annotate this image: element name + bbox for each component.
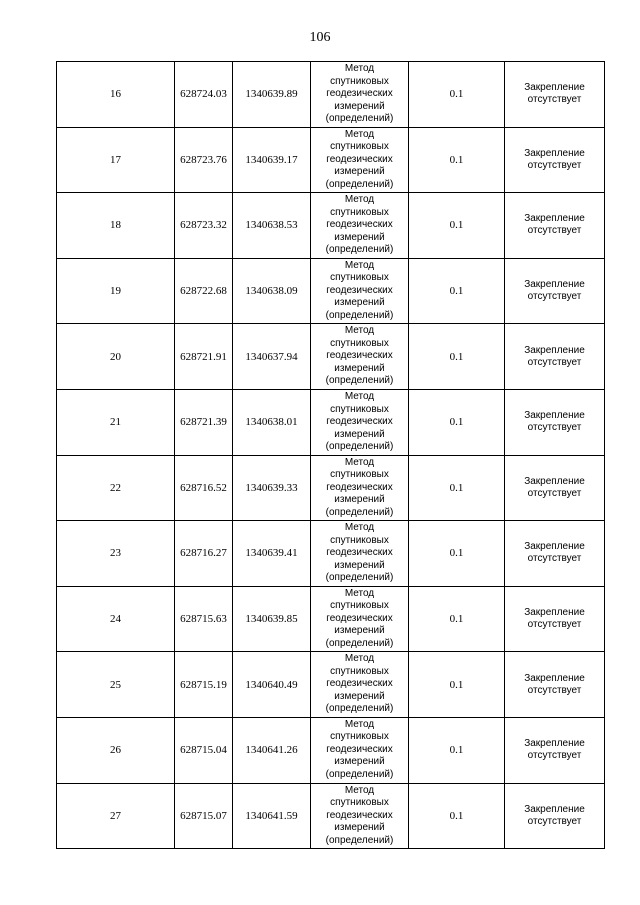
y-coordinate-cell: 1340638.09: [233, 258, 311, 324]
method-text-line: измерений: [334, 756, 385, 768]
point-number-cell: 24: [57, 586, 175, 652]
note-text-line: отсутствует: [527, 815, 582, 827]
method-cell: [311, 62, 409, 128]
note-text-line: Закрепление: [524, 279, 585, 291]
method-text-line: (определений): [325, 309, 394, 321]
method-text-line: спутниковых: [330, 665, 389, 677]
y-coordinate-cell: 1340639.85: [233, 586, 311, 652]
method-text-line: (определений): [325, 506, 394, 518]
marking-note-cell: [505, 586, 605, 652]
point-number-cell: 25: [57, 652, 175, 718]
method-text-line: Метод: [344, 718, 375, 730]
method-text-line: (определений): [325, 768, 394, 780]
y-coordinate-cell: 1340638.53: [233, 193, 311, 259]
method-text-line: (определений): [325, 703, 394, 715]
method-text-line: геодезических: [326, 88, 393, 100]
accuracy-cell: 0.1: [409, 258, 505, 324]
accuracy-cell: 0.1: [409, 717, 505, 783]
note-text-line: отсутствует: [527, 291, 582, 303]
method-text-line: спутниковых: [330, 403, 389, 415]
accuracy-cell: 0.1: [409, 324, 505, 390]
note-text-line: Закрепление: [524, 344, 585, 356]
x-coordinate-cell: 628715.07: [175, 783, 233, 849]
method-text-line: геодезических: [326, 416, 393, 428]
accuracy-cell: 0.1: [409, 127, 505, 193]
note-text-line: Закрепление: [524, 82, 585, 94]
x-coordinate-cell: 628721.91: [175, 324, 233, 390]
point-number-cell: 17: [57, 127, 175, 193]
method-text-line: спутниковых: [330, 75, 389, 87]
accuracy-cell: 0.1: [409, 389, 505, 455]
note-text-line: Закрепление: [524, 410, 585, 422]
table-row: [57, 127, 605, 193]
method-text-line: геодезических: [326, 153, 393, 165]
point-number-cell: 21: [57, 389, 175, 455]
table-row: [57, 783, 605, 849]
method-text-line: (определений): [325, 375, 394, 387]
method-text-line: Метод: [344, 128, 375, 140]
accuracy-cell: 0.1: [409, 521, 505, 587]
page-number: 106: [309, 30, 331, 45]
method-cell: [311, 258, 409, 324]
method-text-line: (определений): [325, 178, 394, 190]
x-coordinate-cell: 628716.27: [175, 521, 233, 587]
method-text-line: Метод: [344, 259, 375, 271]
y-coordinate-cell: 1340639.33: [233, 455, 311, 521]
accuracy-cell: 0.1: [409, 455, 505, 521]
note-text-line: Закрепление: [524, 672, 585, 684]
x-coordinate-cell: 628723.32: [175, 193, 233, 259]
note-text-line: Закрепление: [524, 803, 585, 815]
point-number-cell: 27: [57, 783, 175, 849]
note-text-line: отсутствует: [527, 619, 582, 631]
point-number-cell: 19: [57, 258, 175, 324]
marking-note-cell: [505, 652, 605, 718]
method-text-line: геодезических: [326, 809, 393, 821]
method-text-line: геодезических: [326, 219, 393, 231]
method-text-line: геодезических: [326, 350, 393, 362]
note-text-line: Закрепление: [524, 147, 585, 159]
point-number-cell: 20: [57, 324, 175, 390]
method-text-line: измерений: [334, 100, 385, 112]
method-text-line: геодезических: [326, 743, 393, 755]
method-cell: [311, 127, 409, 193]
method-text-line: (определений): [325, 244, 394, 256]
note-text-line: отсутствует: [527, 750, 582, 762]
method-text-line: Метод: [344, 325, 375, 337]
method-cell: [311, 586, 409, 652]
point-number-cell: 23: [57, 521, 175, 587]
table-row: [57, 652, 605, 718]
method-text-line: измерений: [334, 690, 385, 702]
note-text-line: Закрепление: [524, 738, 585, 750]
method-text-line: Метод: [344, 456, 375, 468]
x-coordinate-cell: 628716.52: [175, 455, 233, 521]
accuracy-cell: 0.1: [409, 783, 505, 849]
note-text-line: отсутствует: [527, 356, 582, 368]
method-text-line: геодезических: [326, 612, 393, 624]
method-text-line: спутниковых: [330, 469, 389, 481]
note-text-line: отсутствует: [527, 684, 582, 696]
x-coordinate-cell: 628724.03: [175, 62, 233, 128]
x-coordinate-cell: 628715.04: [175, 717, 233, 783]
method-text-line: Метод: [344, 784, 375, 796]
y-coordinate-cell: 1340641.59: [233, 783, 311, 849]
method-cell: [311, 717, 409, 783]
table-row: [57, 193, 605, 259]
note-text-line: Закрепление: [524, 213, 585, 225]
marking-note-cell: [505, 127, 605, 193]
accuracy-cell: 0.1: [409, 62, 505, 128]
coordinates-table-body: [57, 62, 605, 849]
accuracy-cell: 0.1: [409, 193, 505, 259]
method-text-line: измерений: [334, 297, 385, 309]
method-text-line: Метод: [344, 391, 375, 403]
method-text-line: (определений): [325, 572, 394, 584]
method-text-line: Метод: [344, 587, 375, 599]
note-text-line: Закрепление: [524, 607, 585, 619]
method-text-line: (определений): [325, 441, 394, 453]
method-text-line: измерений: [334, 166, 385, 178]
method-text-line: измерений: [334, 231, 385, 243]
method-text-line: измерений: [334, 494, 385, 506]
note-text-line: отсутствует: [527, 159, 582, 171]
y-coordinate-cell: 1340641.26: [233, 717, 311, 783]
method-cell: [311, 652, 409, 718]
method-text-line: измерений: [334, 559, 385, 571]
note-text-line: отсутствует: [527, 553, 582, 565]
method-text-line: спутниковых: [330, 600, 389, 612]
x-coordinate-cell: 628715.63: [175, 586, 233, 652]
point-number-cell: 18: [57, 193, 175, 259]
method-text-line: спутниковых: [330, 337, 389, 349]
marking-note-cell: [505, 521, 605, 587]
method-cell: [311, 783, 409, 849]
method-cell: [311, 324, 409, 390]
table-row: [57, 324, 605, 390]
method-text-line: (определений): [325, 834, 394, 846]
coordinates-table: [56, 61, 605, 849]
method-text-line: геодезических: [326, 547, 393, 559]
method-text-line: (определений): [325, 113, 394, 125]
method-cell: [311, 521, 409, 587]
method-text-line: спутниковых: [330, 797, 389, 809]
method-text-line: Метод: [344, 522, 375, 534]
table-row: [57, 62, 605, 128]
marking-note-cell: [505, 389, 605, 455]
table-row: [57, 717, 605, 783]
accuracy-cell: 0.1: [409, 652, 505, 718]
y-coordinate-cell: 1340640.49: [233, 652, 311, 718]
x-coordinate-cell: 628722.68: [175, 258, 233, 324]
method-text-line: Метод: [344, 194, 375, 206]
method-text-line: геодезических: [326, 678, 393, 690]
marking-note-cell: [505, 193, 605, 259]
method-text-line: измерений: [334, 428, 385, 440]
accuracy-cell: 0.1: [409, 586, 505, 652]
note-text-line: отсутствует: [527, 422, 582, 434]
point-number-cell: 16: [57, 62, 175, 128]
marking-note-cell: [505, 717, 605, 783]
method-text-line: спутниковых: [330, 206, 389, 218]
note-text-line: отсутствует: [527, 487, 582, 499]
method-text-line: Метод: [344, 653, 375, 665]
note-text-line: отсутствует: [527, 225, 582, 237]
note-text-line: отсутствует: [527, 94, 582, 106]
x-coordinate-cell: 628721.39: [175, 389, 233, 455]
method-cell: [311, 389, 409, 455]
marking-note-cell: [505, 62, 605, 128]
x-coordinate-cell: 628723.76: [175, 127, 233, 193]
marking-note-cell: [505, 258, 605, 324]
method-text-line: (определений): [325, 637, 394, 649]
table-row: [57, 389, 605, 455]
method-text-line: спутниковых: [330, 731, 389, 743]
method-cell: [311, 455, 409, 521]
point-number-cell: 26: [57, 717, 175, 783]
table-row: [57, 586, 605, 652]
method-text-line: спутниковых: [330, 534, 389, 546]
marking-note-cell: [505, 783, 605, 849]
method-text-line: спутниковых: [330, 272, 389, 284]
y-coordinate-cell: 1340639.41: [233, 521, 311, 587]
table-row: [57, 258, 605, 324]
method-text-line: измерений: [334, 362, 385, 374]
note-text-line: Закрепление: [524, 541, 585, 553]
method-text-line: измерений: [334, 822, 385, 834]
table-row: [57, 521, 605, 587]
y-coordinate-cell: 1340639.89: [233, 62, 311, 128]
method-text-line: спутниковых: [330, 141, 389, 153]
y-coordinate-cell: 1340639.17: [233, 127, 311, 193]
note-text-line: Закрепление: [524, 475, 585, 487]
point-number-cell: 22: [57, 455, 175, 521]
method-cell: [311, 193, 409, 259]
method-text-line: измерений: [334, 625, 385, 637]
marking-note-cell: [505, 455, 605, 521]
table-row: [57, 455, 605, 521]
y-coordinate-cell: 1340637.94: [233, 324, 311, 390]
x-coordinate-cell: 628715.19: [175, 652, 233, 718]
method-text-line: геодезических: [326, 284, 393, 296]
method-text-line: Метод: [344, 63, 375, 75]
marking-note-cell: [505, 324, 605, 390]
method-text-line: геодезических: [326, 481, 393, 493]
y-coordinate-cell: 1340638.01: [233, 389, 311, 455]
